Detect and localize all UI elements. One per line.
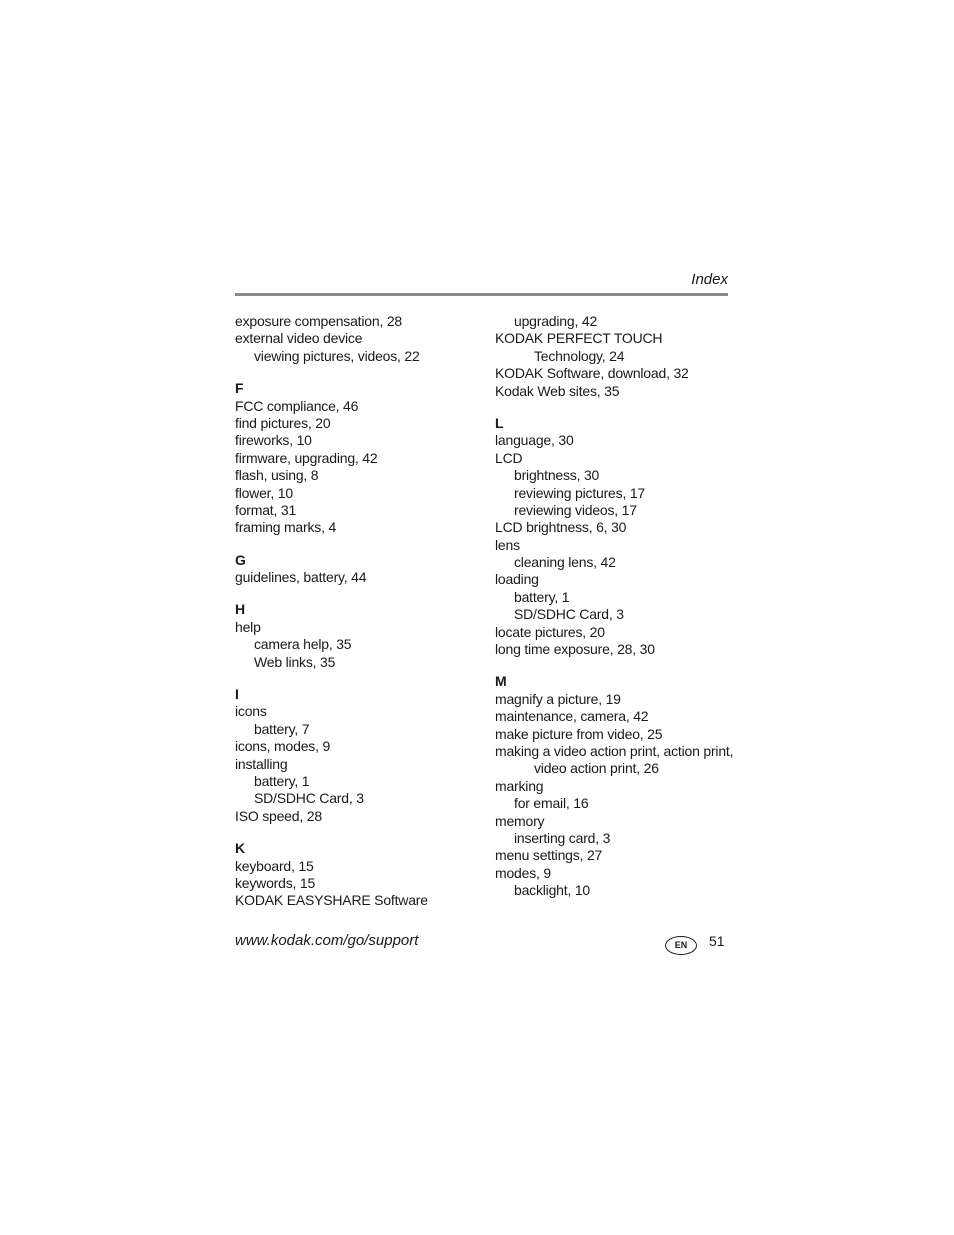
header-rule: [235, 293, 728, 296]
index-entry: make picture from video, 25: [495, 725, 663, 742]
index-entry: long time exposure, 28, 30: [495, 641, 655, 658]
section-spacer: [235, 365, 480, 380]
index-subentry: Web links, 35: [254, 653, 336, 670]
index-subentry: brightness, 30: [514, 467, 600, 484]
index-entry: fireworks, 10: [235, 432, 312, 449]
index-entry: memory: [495, 812, 545, 829]
index-letter-heading: F: [235, 380, 244, 397]
index-subentry: Technology, 24: [534, 347, 625, 364]
index-column-left: [235, 313, 480, 910]
index-subentry: for email, 16: [514, 795, 589, 812]
index-entry: LCD: [495, 449, 523, 466]
section-spacer: [235, 671, 480, 686]
index-entry: exposure compensation, 28: [235, 313, 402, 329]
support-url: www.kodak.com/go/support: [235, 932, 419, 949]
index-entry: menu settings, 27: [495, 847, 603, 864]
index-entry: keyboard, 15: [235, 857, 314, 874]
index-entry: FCC compliance, 46: [235, 397, 359, 414]
index-entry: flower, 10: [235, 484, 293, 501]
page-number: 51: [709, 933, 725, 949]
index-entry: language, 30: [495, 432, 574, 449]
index-subentry: battery, 7: [254, 720, 310, 737]
index-entry: help: [235, 618, 261, 635]
index-entry: find pictures, 20: [235, 414, 331, 431]
index-entry: keywords, 15: [235, 874, 316, 891]
section-spacer: [495, 400, 740, 415]
section-spacer: [235, 825, 480, 840]
index-letter-heading: M: [495, 673, 507, 690]
index-entry: LCD brightness, 6, 30: [495, 519, 627, 536]
index-subentry: camera help, 35: [254, 636, 352, 653]
index-subentry: upgrading, 42: [514, 313, 598, 329]
index-subentry: SD/SDHC Card, 3: [514, 606, 624, 623]
index-letter-heading: K: [235, 840, 246, 857]
index-entry: maintenance, camera, 42: [495, 708, 649, 725]
index-entry: external video device: [235, 330, 363, 347]
page-section-title: Index: [691, 271, 728, 288]
index-letter-heading: G: [235, 551, 246, 568]
index-entry: locate pictures, 20: [495, 623, 605, 640]
index-subentry: reviewing videos, 17: [514, 501, 637, 518]
index-entry: modes, 9: [495, 864, 551, 881]
index-subentry: SD/SDHC Card, 3: [254, 790, 364, 807]
language-badge: EN: [665, 936, 697, 955]
index-entry: icons: [235, 703, 267, 720]
index-entry: flash, using, 8: [235, 467, 319, 484]
index-entry: KODAK PERFECT TOUCH: [495, 330, 663, 347]
index-entry: making a video action print, action print,: [495, 742, 734, 759]
section-spacer: [235, 586, 480, 601]
index-entry: ISO speed, 28: [235, 807, 322, 824]
index-entry: icons, modes, 9: [235, 738, 331, 755]
index-entry: loading: [495, 571, 539, 588]
index-letter-heading: H: [235, 601, 246, 618]
index-subentry: viewing pictures, videos, 22: [254, 347, 420, 364]
index-entry: framing marks, 4: [235, 519, 337, 536]
index-subentry: battery, 1: [514, 588, 570, 605]
index-entry: marking: [495, 777, 544, 794]
section-spacer: [235, 537, 480, 552]
index-entry: KODAK EASYSHARE Software: [235, 892, 428, 909]
index-subentry: battery, 1: [254, 772, 310, 789]
index-entry: magnify a picture, 19: [495, 690, 621, 707]
index-subentry: cleaning lens, 42: [514, 554, 616, 571]
index-letter-heading: L: [495, 414, 504, 431]
index-entry: installing: [235, 755, 288, 772]
index-subentry: video action print, 26: [534, 760, 659, 777]
index-subentry: backlight, 10: [514, 882, 591, 899]
section-spacer: [495, 658, 740, 673]
index-entry: firmware, upgrading, 42: [235, 449, 378, 466]
index-entry: KODAK Software, download, 32: [495, 365, 689, 382]
index-entry: Kodak Web sites, 35: [495, 382, 620, 399]
index-entry: lens: [495, 536, 520, 553]
index-column-right: [495, 313, 740, 900]
index-entry: format, 31: [235, 501, 297, 518]
index-letter-heading: I: [235, 686, 239, 703]
index-subentry: inserting card, 3: [514, 829, 611, 846]
index-entry: guidelines, battery, 44: [235, 569, 367, 586]
index-subentry: reviewing pictures, 17: [514, 484, 645, 501]
